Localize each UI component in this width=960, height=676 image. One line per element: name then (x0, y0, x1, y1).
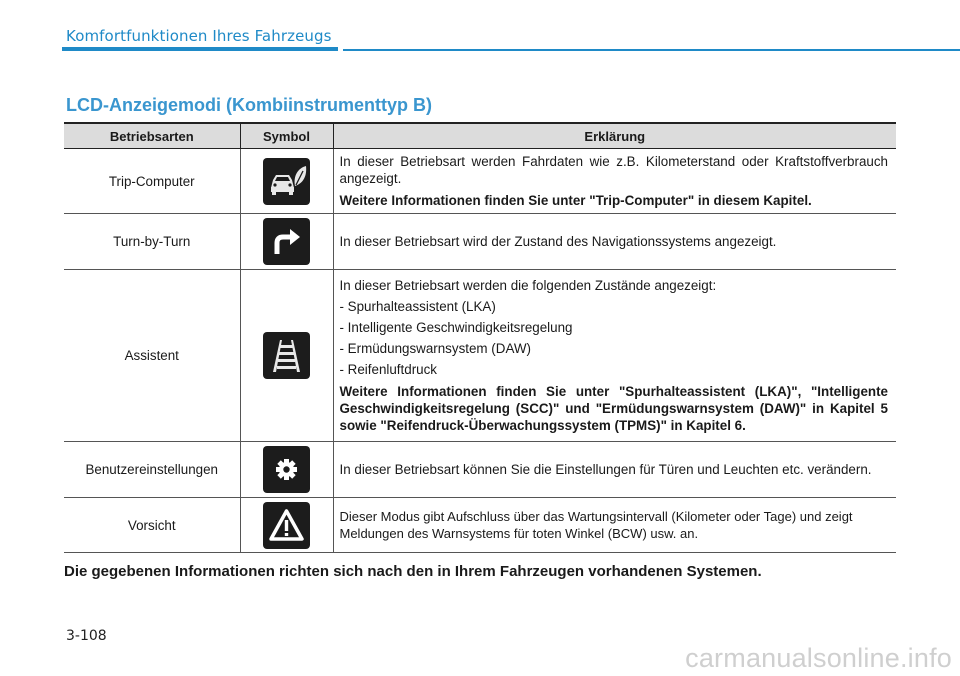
chapter-rule-accent (62, 47, 338, 51)
row-reference: Weitere Informationen finden Sie unter "Spurhalteassistent (LKA)", "Intelligente Geschwindigkeitsregelung (SCC)" und "Ermüdungswarnsystem (DAW)" in Kapitel 5 sowie "Reifendruck-Überwachungssystem (TPMS)" in Kapitel 6. (339, 384, 888, 433)
lane-assist-icon (263, 332, 310, 379)
mode-name: Vorsicht (64, 498, 240, 553)
mode-name: Turn-by-Turn (64, 214, 240, 270)
list-item: - Ermüdungswarnsystem (DAW) (339, 341, 531, 356)
header-symbol: Symbol (240, 123, 333, 149)
watermark-text: carmanualsonline.info (685, 643, 952, 673)
table-row-trip-computer (64, 149, 896, 214)
list-item: - Intelligente Geschwindigkeitsregelung (339, 320, 573, 335)
row-reference: Weitere Informationen finden Sie unter "Trip-Computer" in diesem Kapitel. (339, 193, 812, 208)
section-title: LCD-Anzeigemodi (Kombiinstrumenttyp B) (66, 95, 432, 115)
header-betriebsarten: Betriebsarten (64, 123, 240, 149)
gear-icon (263, 446, 310, 493)
table-row-assistent (64, 270, 896, 442)
table-row-vorsicht (64, 498, 896, 553)
trip-computer-icon (263, 158, 310, 205)
list-item: - Spurhalteassistent (LKA) (339, 299, 496, 314)
table-header-row (64, 123, 896, 149)
row-description: In dieser Betriebsart wird der Zustand des Navigationssystems angezeigt. (339, 234, 777, 249)
display-modes-table (64, 122, 896, 553)
row-description: In dieser Betriebsart werden Fahrdaten wie z.B. Kilometerstand oder Kraftstoffverbrauch angezeigt. (339, 154, 888, 186)
table-row-turn-by-turn (64, 214, 896, 270)
header-erklaerung: Erklärung (333, 123, 896, 149)
list-item: - Reifenluftdruck (339, 362, 437, 377)
mode-name: Assistent (64, 270, 240, 442)
table-row-benutzereinstellungen (64, 442, 896, 498)
page-number: 3-108 (66, 628, 107, 644)
footnote: Die gegebenen Informationen richten sich nach den in Ihrem Fahrzeugen vorhandenen Systemen. (64, 563, 762, 580)
chapter-title: Komfortfunktionen Ihres Fahrzeugs (66, 27, 332, 45)
row-description: In dieser Betriebsart können Sie die Einstellungen für Türen und Leuchten etc. verändern. (339, 462, 872, 477)
warning-triangle-icon (263, 502, 310, 549)
turn-arrow-icon (263, 218, 310, 265)
mode-name: Trip-Computer (64, 149, 240, 214)
row-description: Dieser Modus gibt Aufschluss über das Wartungsintervall (Kilometer oder Tage) und zeigt Meldungen des Warnsystems für toten Winkel (BCW) usw. an. (339, 509, 853, 541)
mode-name: Benutzereinstellungen (64, 442, 240, 498)
chapter-rule (343, 49, 960, 51)
row-description: In dieser Betriebsart werden die folgenden Zustände angezeigt: (339, 278, 717, 293)
